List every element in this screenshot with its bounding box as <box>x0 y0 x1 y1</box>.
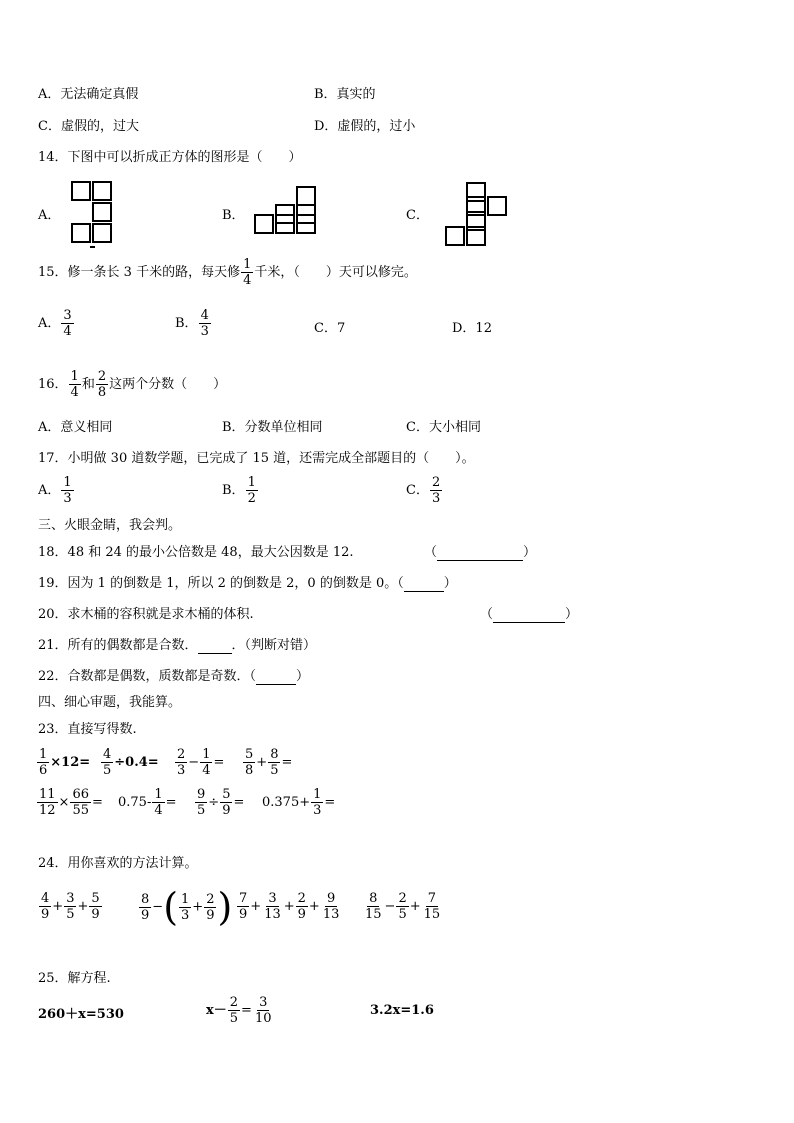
q17-stem: 17．小明做 30 道数学题，已完成了 15 道，还需完成全部题目的（ ）。 <box>38 451 475 466</box>
q25-stem: 25．解方程. <box>38 971 111 986</box>
q23-expr-5: $\frac{11}{12}$ × $\frac{66}{55}$ = <box>39 787 103 818</box>
q13-option-a: A．无法确定真假 <box>38 87 139 102</box>
fraction: $\frac{1}{4}$ <box>243 257 252 288</box>
q24-expr-3: $\frac{7}{9}$ + $\frac{3}{13}$ + $\frac{2}{9}$ + $\frac{9}{13}$ <box>239 891 340 922</box>
q24-expr-1: $\frac{4}{9}$ + $\frac{3}{5}$ + $\frac{5}{9}$ <box>41 891 100 922</box>
q20-text: 20．求木桶的容积就是求木桶的体积. <box>38 607 254 622</box>
q15-option-d: D．12 <box>452 321 492 336</box>
q21-answer-blank[interactable] <box>198 638 232 654</box>
section-heading-3: 三、火眼金睛，我会判。 <box>38 518 182 533</box>
q17-option-b: B． $\frac{1}{2}$ <box>222 475 256 506</box>
q24-stem: 24．用你喜欢的方法计算。 <box>38 856 198 871</box>
q13-option-c: C．虚假的，过大 <box>38 119 139 134</box>
q22-answer-blank[interactable] <box>256 669 296 685</box>
q24-expr-4: $\frac{8}{15}$ − $\frac{2}{5}$ + $\frac{7}{15}$ <box>365 891 441 922</box>
q23-expr-6: 0.75- $\frac{1}{4}$ = <box>118 787 177 818</box>
q13-option-b: B．真实的 <box>314 87 376 102</box>
q15-stem: 15．修一条长 3 千米的路，每天修 $\frac{1}{4}$ 千米，（ ）天可以修完。 <box>38 257 417 288</box>
q14-option-c: C． <box>406 208 429 223</box>
q23-expr-7: $\frac{9}{5}$ ÷ $\frac{5}{9}$ = <box>197 787 245 818</box>
q13-option-d: D．虚假的，过小 <box>314 119 416 134</box>
q20-answer-blank[interactable]: （ ） <box>480 607 579 622</box>
q18-answer-blank[interactable]: （ ） <box>424 545 537 560</box>
q16-option-c: C．大小相同 <box>406 420 481 435</box>
q21-text: 21．所有的偶数都是合数． ．（判断对错） <box>38 638 317 653</box>
q23-expr-4: $\frac{5}{8}$ + $\frac{8}{5}$ = <box>245 747 293 778</box>
q24-expr-2: $\frac{8}{9}$ −( $\frac{1}{3}$ + $\frac{2}{9}$ ) <box>141 885 233 929</box>
q16-stem: 16． $\frac{1}{4}$ 和 $\frac{2}{8}$ 这两个分数（ ） <box>38 369 227 400</box>
q22-text: 22．合数都是偶数，质数都是奇数．（ ） <box>38 669 310 684</box>
q19-text: 19．因为 1 的倒数是 1，所以 2 的倒数是 2，0 的倒数是 0。（ ） <box>38 576 457 591</box>
q25-equation-2: x－ $\frac{2}{5}$ = $\frac{3}{10}$ <box>206 995 272 1026</box>
q14-option-a: A． <box>38 208 61 223</box>
q23-expr-8: 0.375+ $\frac{1}{3}$ = <box>262 787 336 818</box>
q15-option-c: C．7 <box>314 321 346 336</box>
q16-option-a: A．意义相同 <box>38 420 113 435</box>
q23-expr-3: $\frac{2}{3}$ − $\frac{1}{4}$ = <box>177 747 225 778</box>
q25-equation-1: 260＋x=530 <box>38 1007 124 1022</box>
q23-expr-1: $\frac{1}{6}$ ×12= <box>39 747 91 778</box>
q25-equation-3: 3.2x=1.6 <box>370 1003 434 1018</box>
q17-option-a: A． $\frac{1}{3}$ <box>38 475 72 506</box>
q15-option-a: A． $\frac{3}{4}$ <box>38 308 72 339</box>
section-heading-4: 四、细心审题，我能算。 <box>38 695 182 710</box>
q18-text: 18．48 和 24 的最小公倍数是 48，最大公因数是 12. <box>38 545 354 560</box>
q19-answer-blank[interactable] <box>404 576 444 592</box>
q14-option-b: B． <box>222 208 245 223</box>
q23-stem: 23．直接写得数. <box>38 722 137 737</box>
q14-stem: 14．下图中可以折成正方体的图形是（ ） <box>38 150 302 165</box>
q15-option-b: B． $\frac{4}{3}$ <box>175 308 209 339</box>
q16-option-b: B．分数单位相同 <box>222 420 323 435</box>
q17-option-c: C． $\frac{2}{3}$ <box>406 475 441 506</box>
q23-expr-2: $\frac{4}{5}$ ÷0.4= <box>103 747 159 778</box>
